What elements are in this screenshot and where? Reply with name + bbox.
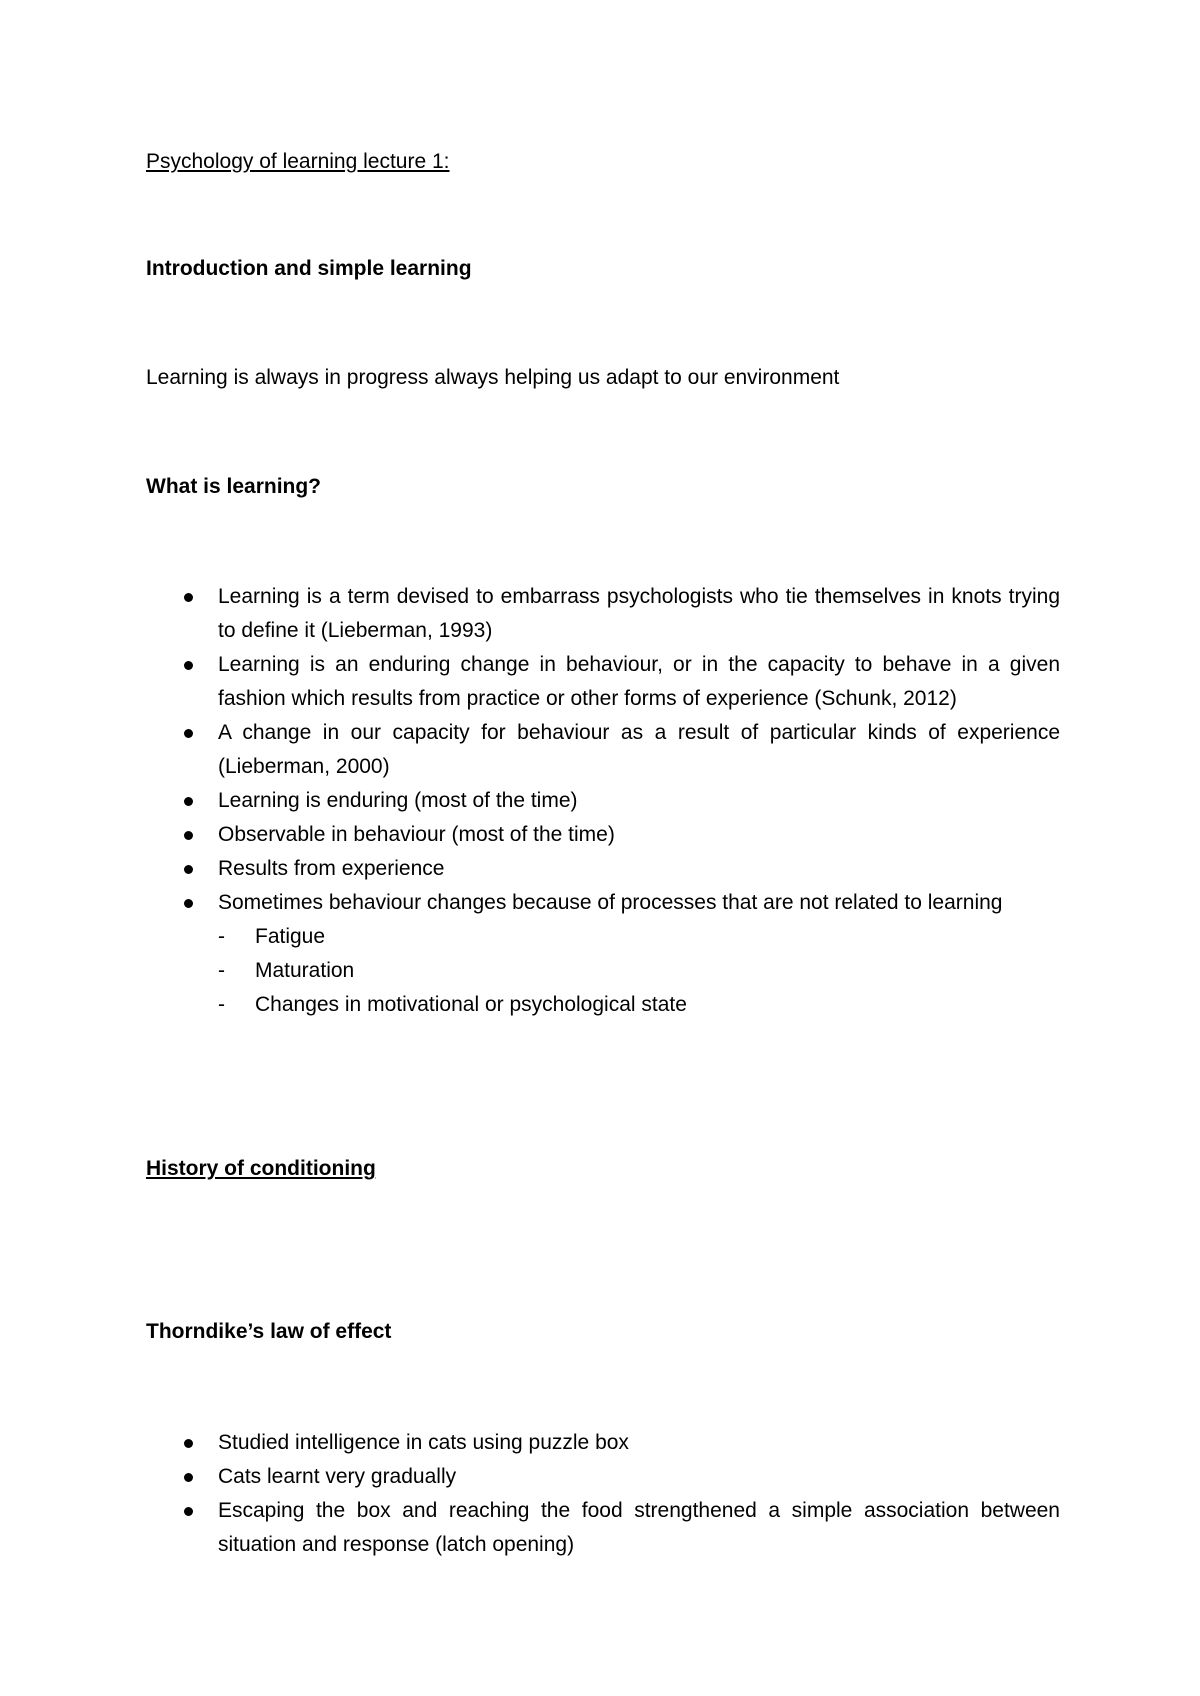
list-item [180,1426,1060,1460]
bullet-icon [184,1507,193,1516]
what-is-learning-list [180,580,1060,1022]
list-item [180,852,1060,886]
list-item [180,784,1060,818]
sub-list-item [218,920,1060,954]
bullet-icon [184,899,193,908]
list-item-text: Escaping the box and reaching the food strengthened a simple association between situation and response (latch opening) [218,1499,1060,1556]
heading-introduction: Introduction and simple learning [146,257,472,280]
heading-thorndike: Thorndike’s law of effect [146,1320,392,1343]
non-learning-causes-list [218,920,1060,1022]
bullet-icon [184,865,193,874]
sub-list-item-text: Maturation [255,959,355,982]
list-item [180,716,1060,784]
bullet-icon [184,1439,193,1448]
list-item-text: A change in our capacity for behaviour as a result of particular kinds of experience (Lieberman, 2000) [218,721,1060,778]
dash-marker: - [218,925,225,948]
thorndike-list [180,1426,1060,1562]
heading-history-of-conditioning: History of conditioning [146,1157,376,1180]
sub-list-item [218,988,1060,1022]
intro-paragraph: Learning is always in progress always helping us adapt to our environment [146,366,840,389]
list-item-text: Learning is a term devised to embarrass psychologists who tie themselves in knots trying to define it (Lieberman, 1993) [218,585,1060,642]
bullet-icon [184,1473,193,1482]
list-item-text: Studied intelligence in cats using puzzle box [218,1431,629,1454]
bullet-icon [184,661,193,670]
list-item-text: Cats learnt very gradually [218,1465,457,1488]
bullet-icon [184,729,193,738]
dash-marker: - [218,993,225,1016]
sub-list-item-text: Fatigue [255,925,326,948]
bullet-icon [184,797,193,806]
list-item [180,818,1060,852]
list-item [180,580,1060,648]
list-item [180,886,1060,1022]
document-title: Psychology of learning lecture 1: [146,150,450,173]
list-item-text: Sometimes behaviour changes because of processes that are not related to learning [218,891,1003,914]
sub-list-item-text: Changes in motivational or psychological state [255,993,687,1016]
bullet-icon [184,593,193,602]
list-item [180,1460,1060,1494]
heading-what-is-learning: What is learning? [146,475,322,498]
list-item-text: Learning is enduring (most of the time) [218,789,578,812]
list-item-text: Observable in behaviour (most of the time) [218,823,615,846]
bullet-icon [184,831,193,840]
sub-list-item [218,954,1060,988]
dash-marker: - [218,959,225,982]
list-item [180,648,1060,716]
list-item-text: Learning is an enduring change in behaviour, or in the capacity to behave in a given fashion which results from practice or other forms of experience (Schunk, 2012) [218,653,1060,710]
list-item [180,1494,1060,1562]
list-item-text: Results from experience [218,857,445,880]
